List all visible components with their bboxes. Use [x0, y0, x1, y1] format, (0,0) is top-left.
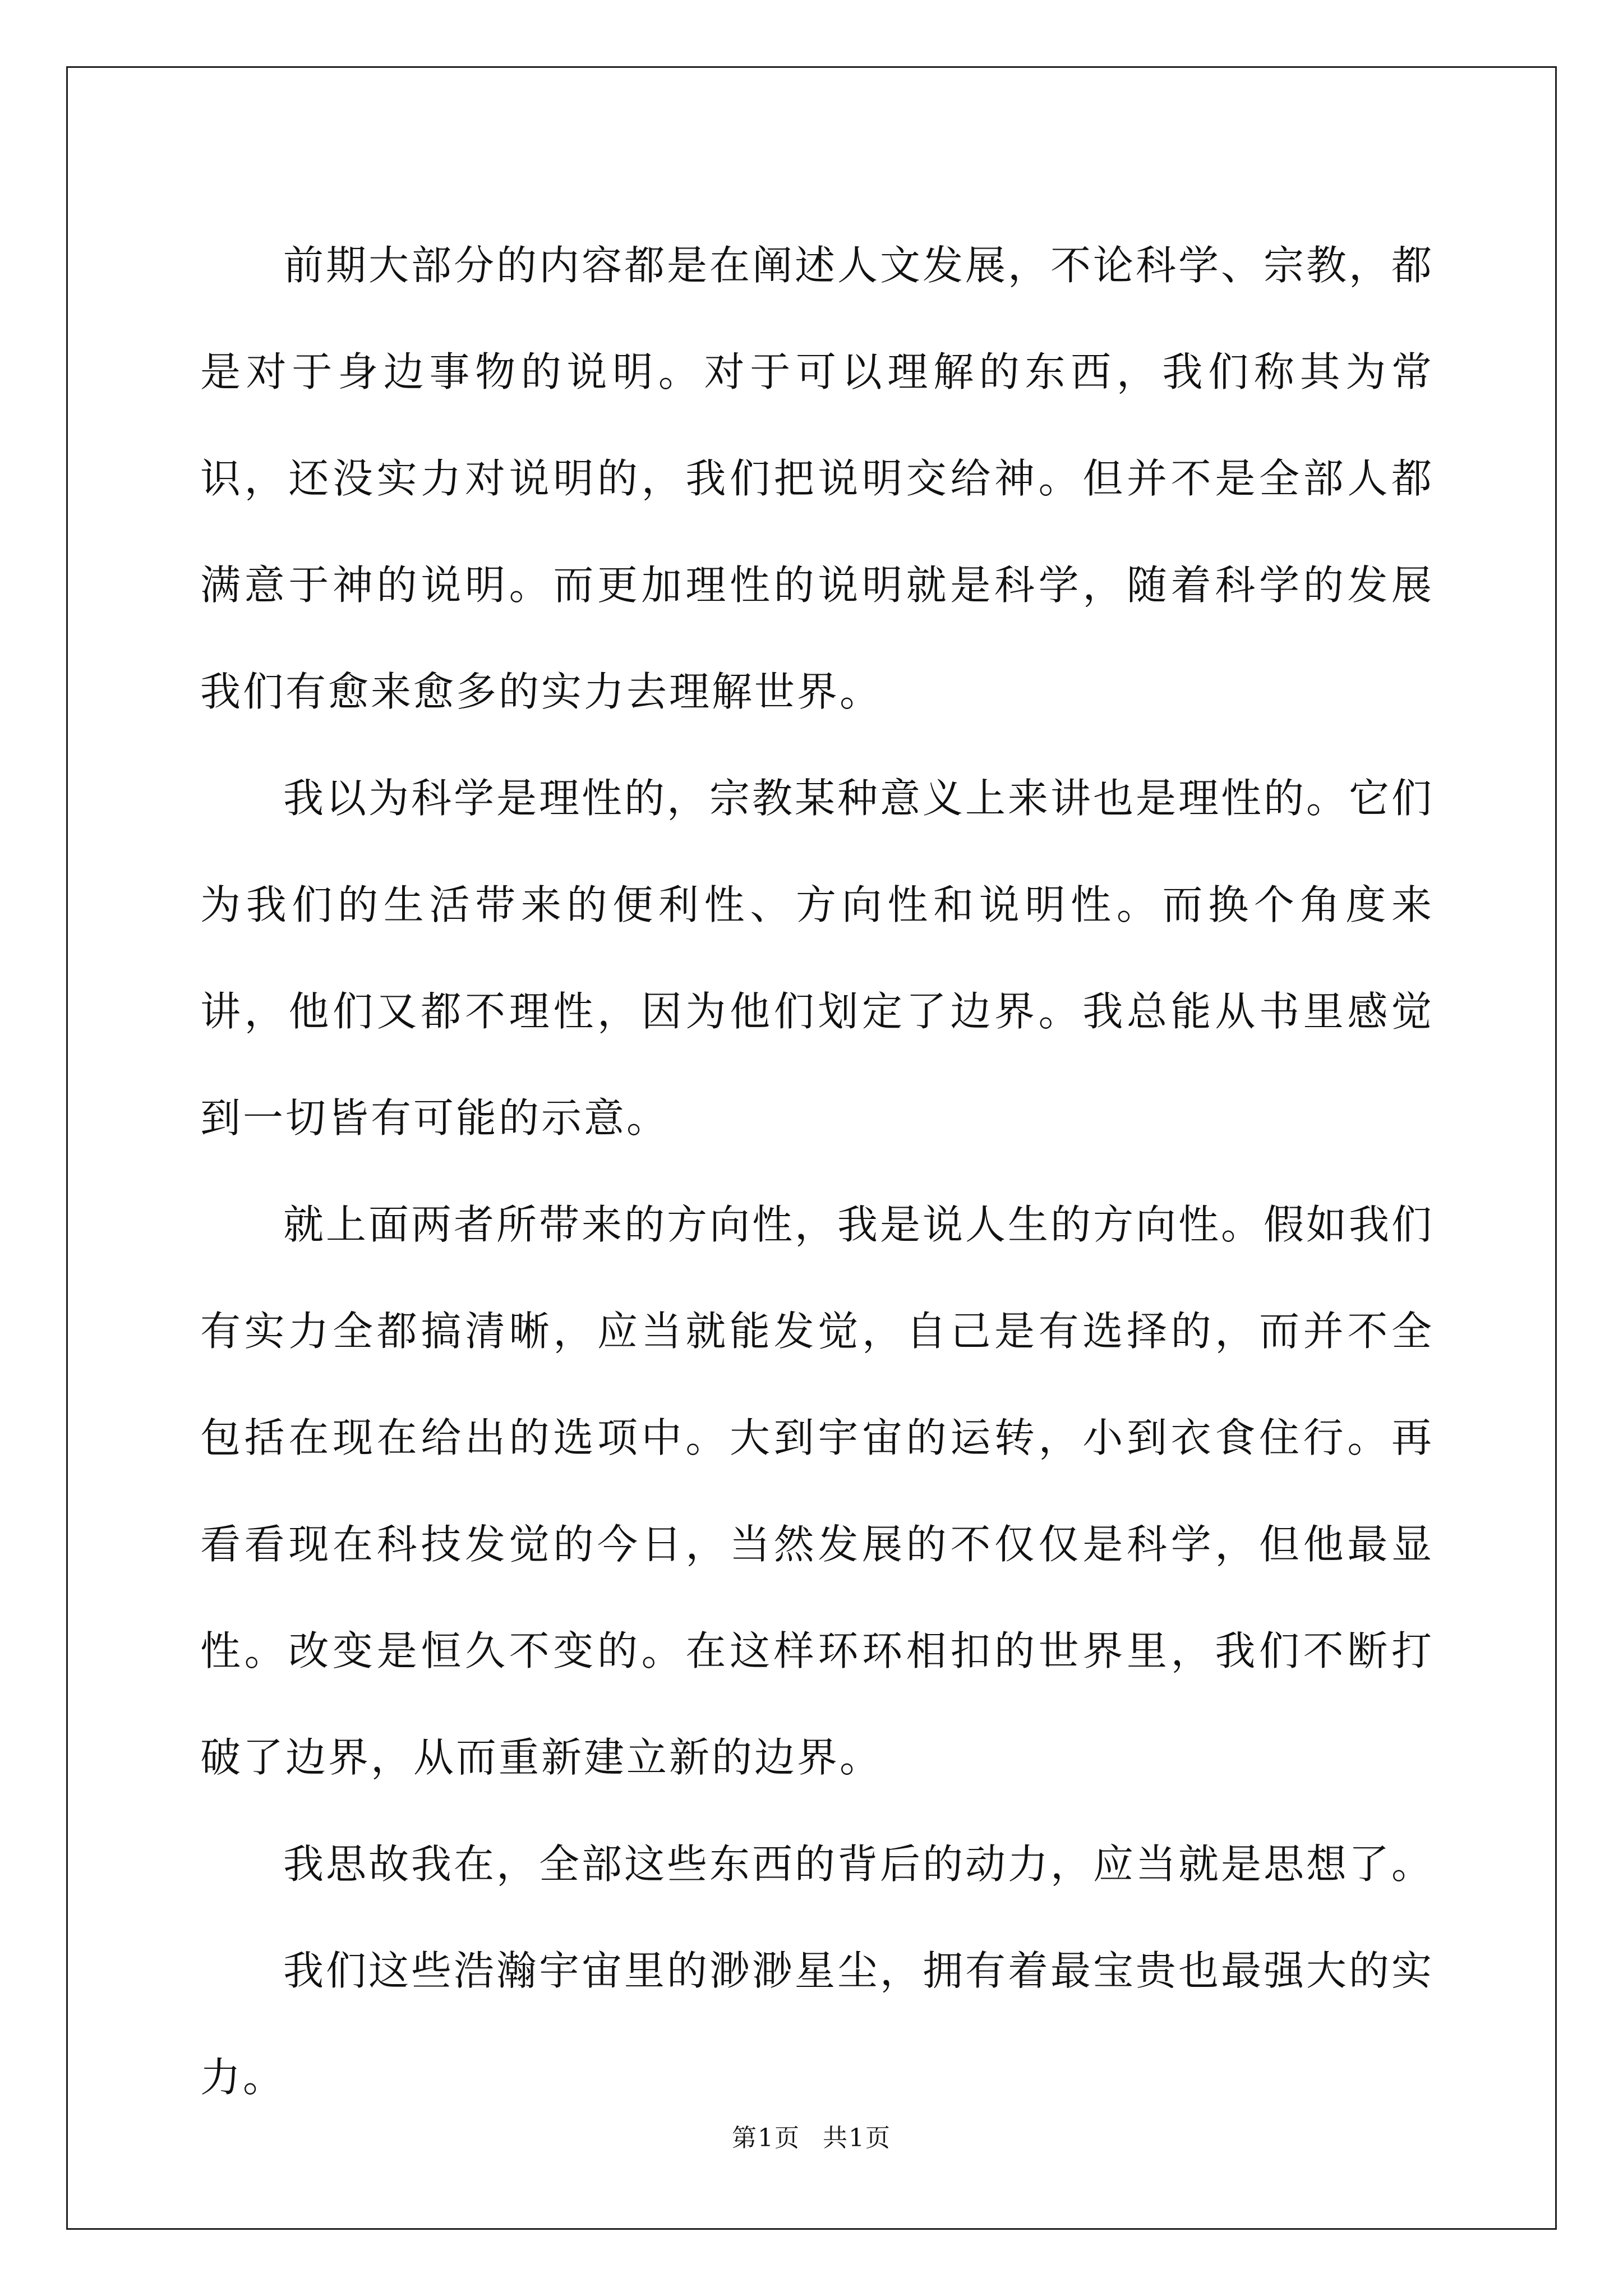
page-total: 共1页: [823, 2124, 891, 2152]
paragraph-1: 前期大部分的内容都是在阐述人文发展，不论科学、宗教，都是对于身边事物的说明。对于可以理解的东西，我们称其为常识，还没实力对说明的，我们把说明交给神。但并不是全部人都满意于神的说明。而更加理性的说明就是科学，随着科学的发展我们有愈来愈多的实力去理解世界。: [200, 242, 1435, 715]
page-footer: [0, 2122, 1623, 2155]
paragraph-2: 我以为科学是理性的，宗教某种意义上来讲也是理性的。它们为我们的生活带来的便利性、方向性和说明性。而换个角度来讲，他们又都不理性，因为他们划定了边界。我总能从书里感觉到一切皆有可能的示意。: [200, 775, 1435, 1142]
paragraph-4: 我思故我在，全部这些东西的背后的动力，应当就是思想了。: [283, 1841, 1435, 1888]
paragraph-5: 我们这些浩瀚宇宙里的渺渺星尘，拥有着最宝贵也最强大的实力。: [200, 1947, 1435, 2101]
document-body: [200, 212, 1434, 2131]
page-number: 第1页: [732, 2124, 800, 2152]
paragraph-3: 就上面两者所带来的方向性，我是说人生的方向性。假如我们有实力全都搞清晰，应当就能发觉，自己是有选择的，而并不全包括在现在给出的选项中。大到宇宙的运转，小到衣食住行。再看看现在科技发觉的今日，当然发展的不仅仅是科学，但他最显性。改变是恒久不变的。在这样环环相扣的世界里，我们不断打破了边界，从而重新建立新的边界。: [200, 1201, 1435, 1781]
